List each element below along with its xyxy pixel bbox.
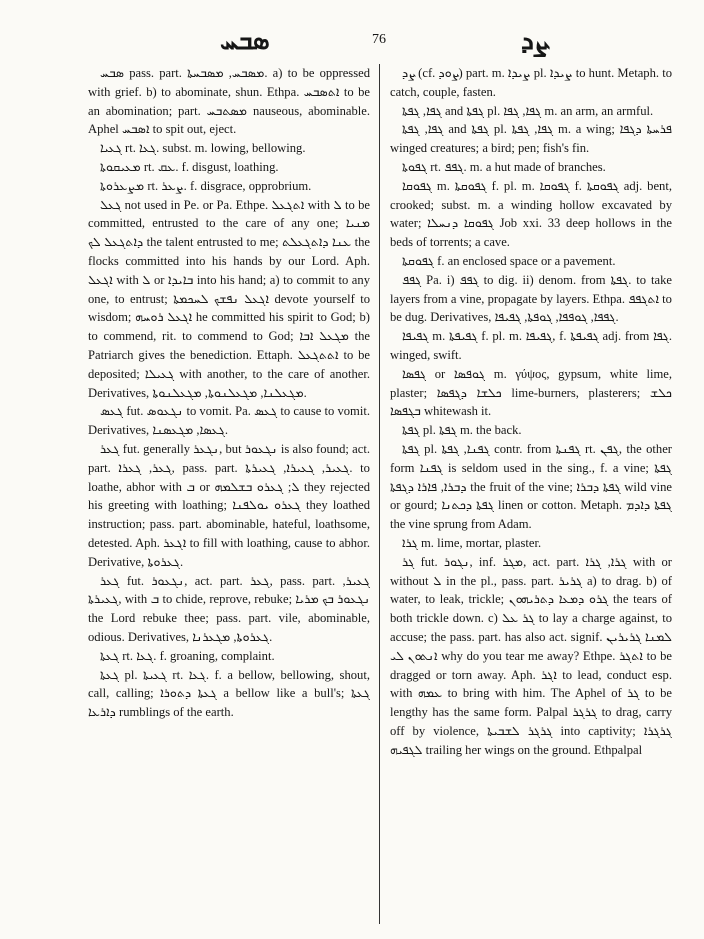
entry: ܓܥܪ fut. generally ܢܓܥܪ, but ܢܓܥܘܪ is also found; act. part. ܓܥܪ, ܓܥܪܐ, pass. part. ܓܥܝܪ, ܓܥܝܪܐ, ܓܥܝܪܬܐ. to loathe, abhor with ܒ or ܠ; ܓܥܪܘ ܒܫܠܡܗ they rejected his greeting with loathing; ܓܥܪܘ ܝܘܠܦܢܐ they loathed instruction; pass. part. abominable, hateful, loathsome, detested. Aph. ܐܓܥܪ to fill with loathing, cause to abhor. Derivative, ܓܥܪܘܬܐ. (88, 441, 370, 569)
entry: ܓܪ fut. ܢܓܘܪ, inf. ܡܓܪ, act. part. ܓܪܐ, ܓܪܐ with or without ܠ in the pl., pass. part. ܓܪܝܪ a) to drag. b) of water, to leak, trickle; ܓܪܘ ܕܡܥܐ ܕܬܪܝܗܘܢ the tears of both trickle down. c) ܓܪ ܥܠ to lay a charge against, to accuse; the pass. part. has also act. signif. ܠܡܢܐ ܓܪܝܪܝܢ ܐܢܬܘܢ ܠܝ why do you tear me away? Ethpe. ܐܬܓܪ to be dragged or torn away. Aph. ܐܓܪ to lead, conduct esp. with ܥܡܗ to bring with him. The Aphel of ܓܪ to be lengthy has the same form. Palpal ܓܪܓܪ to drag, carry off by violence, ܓܪܓܪ ܠܫܒܝܬܐ into captivity; ܓܪܓܪܐ ܠܓܦܝܗ trailing her wings on the ground. Ethpalpal (390, 554, 672, 757)
entry: ܓܥܬܐ pl. ܓܥܝܬܐ rt. ܓܥܐ. f. a bellow, bellowing, shout, call, calling; ܓܥܬܐ ܕܬܘܪܐ a bellow like a bull's; ܓܥܬܐ ܕܐܪܥܐ rumblings of the earth. (88, 667, 370, 720)
entry: ܨܕ (cf. ܨܘܕ) part. m. ܨܝܕܐ pl. ܨܝܕܐ to hunt. Metaph. to catch, couple, fasten. (390, 66, 672, 99)
entry: ܓܥܣ fut. ܢܓܥܘܣ to vomit. Pa. ܓܥܣ to cause to vomit. Derivatives, ܓܥܣܐ, ܡܓܥܣܢܐ. (88, 404, 370, 438)
entry: ܓܦܣܐ or ܓܘܦܣܐ m. γύψος, gypsum, white lime, plaster; ܟܠܫܐ ܕܓܦܣܐ lime-burners, plasterers; ܟܠܫ ܒܓܦܣܐ whitewash it. (390, 366, 672, 419)
entry: ܓܦܘܬܐ rt. ܓܦܦ. m. a hut made of branches. (402, 159, 606, 174)
entry: ܓܥܠ not used in Pe. or Pa. Ethpe. ܐܬܓܥܠ with ܠ to be committed, entrusted to the care of any one; ܡܢܝܐ ܕܐܬܓܥܠ ܠܟ the talent entrusted to me; ܥܢܐ ܕܐܬܓܥܠܬ the flocks committed into his hands by our Lord. Aph. ܐܓܥܠ with ܠ or ܒܐܝܕܐ into his hand; a) to commit to any one, to entrust; ܐܓܥܠ ܢܦܫܟ ܠܚܟܡܬܐ devote yourself to wisdom; ܐܓܥܠ ܪܘܚܗ he committed his spirit to God; b) to commend, rit. to commend to God; ܡܓܥܠ ܐܒܐ the Patriarch gives the benediction. Ettaph. ܐܬܬܓܥܠ to be deposited; ܓܥܝܠܐ with another, to the care of another. Derivatives, ܡܓܥܠܢܐ, ܡܓܥܠܢܘܬܐ, ܡܓܥܠܢܘܬܐ. (88, 197, 370, 400)
entry: ܓܥܝܐ rt. ܓܥܐ. subst. m. lowing, bellowing. (100, 141, 306, 156)
right-column (390, 64, 672, 926)
entry: ܓܦܐ, ܓܦܬܐ and ܓܦܬܐ pl. ܓܦܐ, ܓܦܐ m. an arm, an armful. (402, 103, 654, 118)
entry: ܓܪܐ m. lime, mortar, plaster. (402, 535, 542, 550)
entry: ܓܦܘܩܬܐ f. an enclosed space or a pavement. (402, 253, 616, 268)
page-header (88, 26, 670, 58)
entry: ܓܥܪ fut. ܢܓܥܘܪ, act. part. ܓܥܪ, pass. part. ܓܥܝܪ, ܓܥܝܪܬܐ, with ܒ to chide, reprove, rebuke; ܢܓܥܘܪ ܒܟ ܡܪܝܐ the Lord rebuke thee; pass. part. vile, abominable, odious. Derivatives, ܓܥܪܘܬܐ, ܡܓܥܪܢܐ. (88, 573, 370, 644)
column-divider (379, 64, 380, 924)
entry: ܓܦܦ Pa. i) ܓܦܦ to dig. ii) denom. from ܓܦܬܐ. to take layers from a vine, propagate by layers. Ethpa. ܐܬܓܦܦ to be dug. Derivatives, ܓܦܦܐ, ܓܘܦܦܐ, ܓܘܦܬܐ, ܓܦܝܦܐ. (390, 272, 672, 325)
left-column (88, 64, 370, 926)
entry: ܓܦܝܦܐ m. ܓܦܝܦܬܐ f. pl. m. ܓܦܝܦܐ, f. ܓܦܝܦܬܐ adj. from ܓܦܐ. winged, swift. (390, 329, 672, 362)
dictionary-page (88, 26, 670, 926)
entry: ܓܦܐ, ܓܦܬܐ and ܓܦܬܐ pl. ܓܦܐ, ܓܦܬܐ m. a wing; ܦܪܚܬܐ ܕܓܦܐ winged creatures; a bird; pen; fish's fin. (390, 122, 672, 156)
entry: ܓܦܬܐ pl. ܓܦܬܐ m. the back. (402, 423, 522, 438)
page-number: 76 (372, 32, 386, 47)
left-headword: ܣܒܚ (220, 26, 270, 56)
entry: ܓܦܬܐ pl. ܓܦܢܐ, ܓܦܬܐ contr. from ܓܦܢܬܐ rt. ܓܦܢ, the other form ܓܦܢܐ is seldom used in the sing., f. a vine; ܓܦܬܐ ܕܒܪܐ, ܦܐܪܐ ܕܓܦܬܐ the fruit of the vine; ܓܦܬܐ ܕܒܪܐ wild vine or gourd; ܓܦܬܐ ܕܟܬܢܐ linen or cotton. Metaph. ܓܦܬܐ ܕܐܕܡ the vine sprung from Adam. (390, 441, 672, 532)
entry: ܡܨܥܪܘܬܐ rt. ܨܥܪ. f. disgrace, opprobrium. (100, 178, 312, 193)
right-headword: ܨܕ (521, 26, 548, 56)
entry: ܣܒܚ pass. part. ܡܣܒܚ, ܡܣܒܚܬܐ. a) to be oppressed with grief. b) to abominate, shun. Ethpa. ܐܬܣܒܚ to be an abomination; part. ܡܣܬܒܚ nauseous, abominable. Aphel ܐܣܒܚ to spit out, eject. (88, 66, 370, 137)
entry: ܡܥܝܩܘܬܐ rt. ܥܩ. f. disgust, loathing. (100, 159, 279, 174)
entry: ܓܦܘܩܐ m. ܓܦܘܩܬܐ f. pl. m. ܓܦܘܩܐ f. ܓܦܘܩܬܐ adj. bent, crooked; subst. m. a winding hollow excavated by water; ܓܦܘܩܐ ܕܢܚܠܐ Job xxi. 33 deep hollows in the beds of torrents; a cave. (390, 178, 672, 250)
columns (88, 64, 670, 926)
entry: ܓܥܬܐ rt. ܓܥܐ. f. groaning, complaint. (100, 648, 275, 663)
